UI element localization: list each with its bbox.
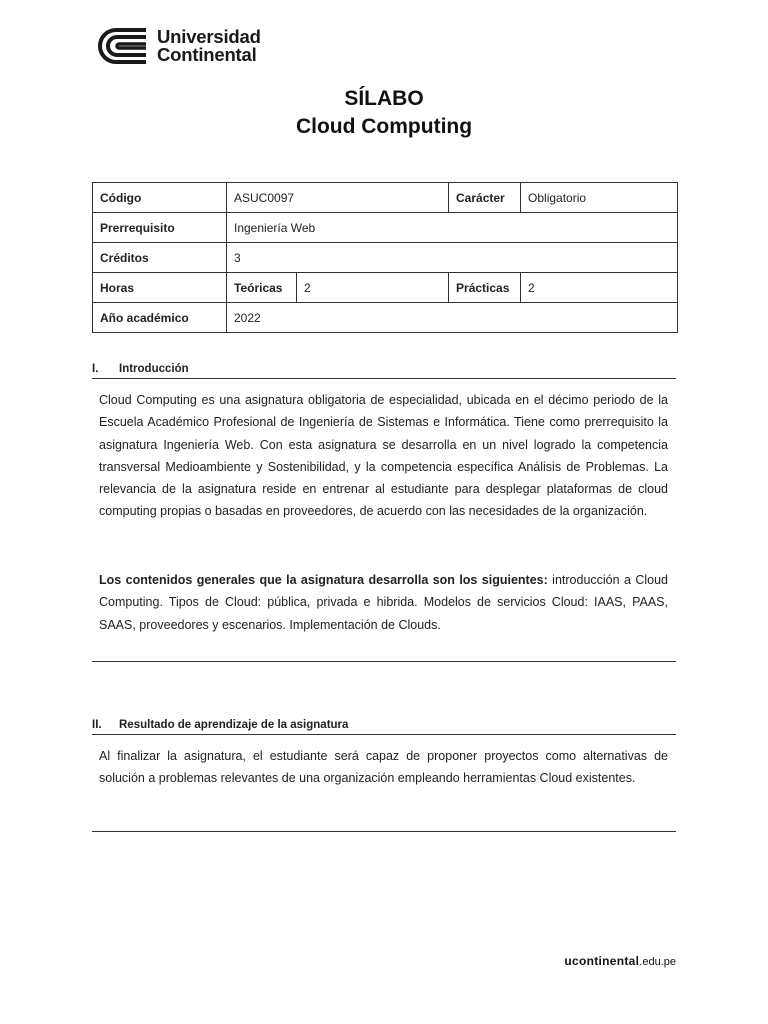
creditos-value: 3 bbox=[227, 243, 678, 273]
document-titles bbox=[0, 86, 768, 142]
prerrequisito-label: Prerrequisito bbox=[93, 213, 227, 243]
contenidos-paragraph bbox=[99, 569, 668, 636]
course-name: Cloud Computing bbox=[295, 115, 473, 138]
section-title: Resultado de aprendizaje de la asignatura bbox=[119, 719, 349, 731]
table-row bbox=[93, 273, 678, 303]
footer-domain: ucontinental bbox=[564, 954, 640, 968]
anio-label: Año académico bbox=[93, 303, 227, 333]
caracter-label: Carácter bbox=[449, 183, 521, 213]
document-title: SÍLABO bbox=[344, 87, 424, 110]
logo-line-2: Continental bbox=[157, 44, 257, 65]
section-heading-resultado bbox=[92, 718, 676, 735]
section-heading-introduccion bbox=[92, 362, 676, 379]
section-number: I. bbox=[92, 363, 99, 375]
university-logo bbox=[98, 27, 261, 65]
horas-label: Horas bbox=[93, 273, 227, 303]
teoricas-label: Teóricas bbox=[227, 273, 297, 303]
codigo-label: Código bbox=[93, 183, 227, 213]
table-row bbox=[93, 303, 678, 333]
resultado-paragraph: Al finalizar la asignatura, el estudiante será capaz de proponer proyectos como alternativas de solución a problemas relevantes de una organización empleando herramientas Cloud existentes. bbox=[99, 749, 668, 786]
codigo-value: ASUC0097 bbox=[227, 183, 449, 213]
table-row bbox=[93, 243, 678, 273]
caracter-value: Obligatorio bbox=[521, 183, 678, 213]
contenidos-lead: Los contenidos generales que la asignatura desarrolla son los siguientes: bbox=[99, 573, 548, 587]
section-number: II. bbox=[92, 719, 102, 731]
prerrequisito-value: Ingeniería Web bbox=[227, 213, 678, 243]
contenidos-text: introducción a Cloud Computing. Tipos de Cloud: pública, privada e hibrida. Modelos de servicios Cloud: IAAS, PAAS, SAAS, proveedores y escenarios. Implementación de Clouds. bbox=[99, 573, 669, 632]
course-info-table bbox=[92, 182, 678, 333]
practicas-label: Prácticas bbox=[449, 273, 521, 303]
section-divider bbox=[92, 661, 676, 662]
logo-line-1: Universidad bbox=[157, 26, 261, 47]
table-row bbox=[93, 183, 678, 213]
footer-suffix: .edu.pe bbox=[639, 956, 676, 968]
section-divider bbox=[92, 831, 676, 832]
section-title: Introducción bbox=[119, 363, 189, 375]
introduccion-paragraph: Cloud Computing es una asignatura obligatoria de especialidad, ubicada en el décimo periodo de la Escuela Académico Profesional de Ingeniería de Sistemas e Informática. Tiene como prerrequisito la asignatura Ingeniería Web. Con esta asignatura se desarrolla en un nivel logrado la competencia transversal Medioambiente y Sostenibilidad, y la competencia específica Análisis de Problemas. La relevancia de la asignatura reside en entrenar al estudiante para desplegar plataformas de cloud computing propias o basadas en proveedores, de acuerdo con las necesidades de la organización. bbox=[99, 393, 668, 519]
creditos-label: Créditos bbox=[93, 243, 227, 273]
anio-value: 2022 bbox=[227, 303, 678, 333]
stacked-c-logo-icon bbox=[98, 27, 148, 65]
practicas-value: 2 bbox=[521, 273, 678, 303]
footer-website bbox=[564, 954, 676, 968]
teoricas-value: 2 bbox=[297, 273, 449, 303]
table-row bbox=[93, 213, 678, 243]
